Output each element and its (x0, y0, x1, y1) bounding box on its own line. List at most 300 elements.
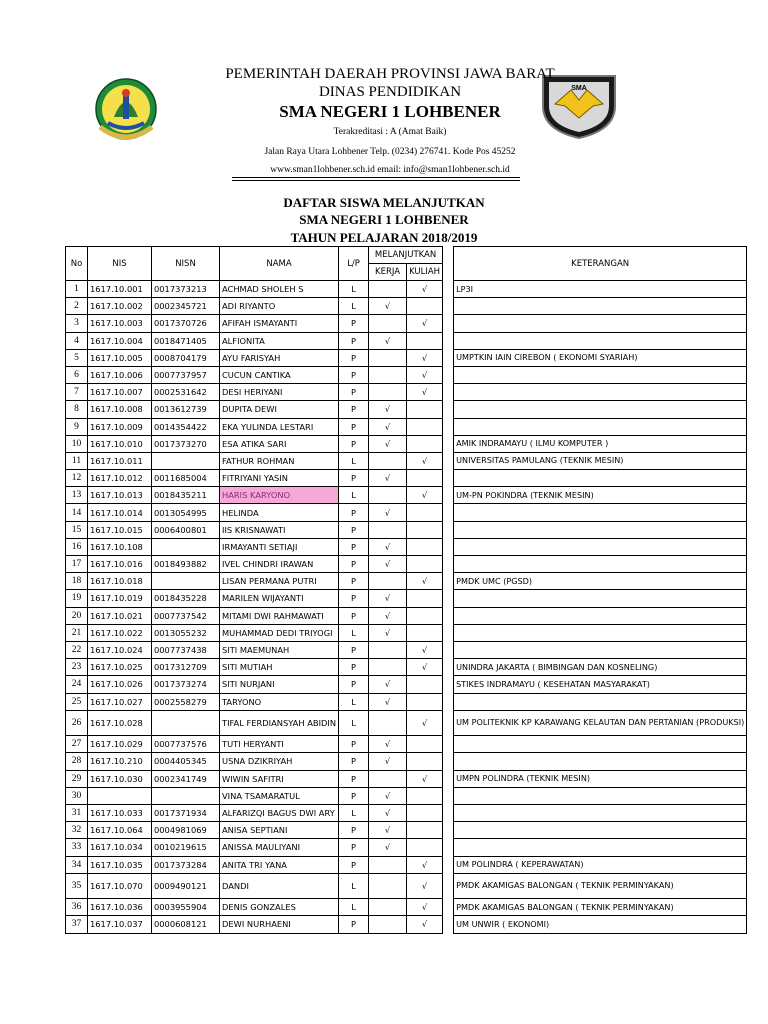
row-nama: VINA TSAMARATUL (220, 787, 339, 804)
row-lp: P (339, 521, 369, 538)
row-nis (88, 787, 152, 804)
row-nama: DESI HERIYANI (220, 384, 339, 401)
row-spacer (443, 641, 454, 658)
row-lp: P (339, 770, 369, 787)
row-nama: ANISSA MAULIYANI (220, 839, 339, 856)
table-row (66, 590, 747, 607)
row-keterangan (454, 822, 747, 839)
row-lp: P (339, 736, 369, 753)
row-nisn: 0008704179 (152, 349, 220, 366)
table-row (66, 693, 747, 710)
row-nisn (152, 573, 220, 590)
row-kuliah: √ (407, 873, 443, 899)
row-spacer (443, 916, 454, 933)
row-spacer (443, 452, 454, 469)
row-nisn: 0009490121 (152, 873, 220, 899)
row-no: 19 (66, 590, 88, 607)
row-kuliah (407, 470, 443, 487)
row-spacer (443, 693, 454, 710)
row-nisn: 0014354422 (152, 418, 220, 435)
row-keterangan: UMPN POLINDRA (TEKNIK MESIN) (454, 770, 747, 787)
row-lp: P (339, 349, 369, 366)
table-row (66, 770, 747, 787)
row-kerja: √ (369, 298, 407, 315)
row-keterangan: STIKES INDRAMAYU ( KESEHATAN MASYARAKAT) (454, 676, 747, 693)
row-kerja: √ (369, 839, 407, 856)
row-spacer (443, 521, 454, 538)
row-kerja: √ (369, 804, 407, 821)
table-row (66, 556, 747, 573)
row-kerja: √ (369, 418, 407, 435)
row-kuliah: √ (407, 384, 443, 401)
table-row (66, 641, 747, 658)
row-kerja: √ (369, 435, 407, 452)
col-header-lp: L/P (339, 247, 369, 281)
row-nama: MITAMI DWI RAHMAWATI (220, 607, 339, 624)
row-spacer (443, 384, 454, 401)
col-header-no: No (66, 247, 88, 281)
row-kuliah (407, 401, 443, 418)
row-kuliah (407, 504, 443, 521)
row-kuliah (407, 822, 443, 839)
row-kuliah (407, 624, 443, 641)
row-no: 31 (66, 804, 88, 821)
row-kerja: √ (369, 607, 407, 624)
table-row (66, 504, 747, 521)
row-kerja (369, 384, 407, 401)
row-lp: P (339, 332, 369, 349)
row-nis: 1617.10.001 (88, 281, 152, 298)
row-nama: IIS KRISNAWATI (220, 521, 339, 538)
row-spacer (443, 487, 454, 504)
row-kerja (369, 366, 407, 383)
row-kerja (369, 452, 407, 469)
row-nis: 1617.10.026 (88, 676, 152, 693)
table-row (66, 916, 747, 933)
row-nis: 1617.10.006 (88, 366, 152, 383)
row-nis: 1617.10.015 (88, 521, 152, 538)
table-row (66, 573, 747, 590)
row-keterangan (454, 590, 747, 607)
row-nama: DUPITA DEWI (220, 401, 339, 418)
row-kerja (369, 659, 407, 676)
row-spacer (443, 332, 454, 349)
table-row (66, 710, 747, 736)
row-no: 10 (66, 435, 88, 452)
row-no: 18 (66, 573, 88, 590)
row-kerja (369, 521, 407, 538)
row-lp: P (339, 538, 369, 555)
row-lp: L (339, 693, 369, 710)
row-kuliah (407, 590, 443, 607)
row-kuliah: √ (407, 770, 443, 787)
row-spacer (443, 504, 454, 521)
row-nis: 1617.10.002 (88, 298, 152, 315)
row-spacer (443, 624, 454, 641)
row-nisn: 0013054995 (152, 504, 220, 521)
row-kerja: √ (369, 590, 407, 607)
row-lp: L (339, 298, 369, 315)
table-row (66, 538, 747, 555)
row-spacer (443, 349, 454, 366)
row-lp: P (339, 753, 369, 770)
row-kuliah (407, 418, 443, 435)
row-nis: 1617.10.012 (88, 470, 152, 487)
row-no: 1 (66, 281, 88, 298)
row-nisn: 0017373284 (152, 856, 220, 873)
row-nisn: 0011685004 (152, 470, 220, 487)
west-java-emblem-icon (94, 77, 158, 143)
row-nis: 1617.10.034 (88, 839, 152, 856)
row-spacer (443, 787, 454, 804)
table-row (66, 873, 747, 899)
row-no: 12 (66, 470, 88, 487)
row-kerja: √ (369, 401, 407, 418)
row-keterangan (454, 693, 747, 710)
row-nama: DENIS GONZALES (220, 899, 339, 916)
row-kerja (369, 281, 407, 298)
row-nis: 1617.10.008 (88, 401, 152, 418)
row-nisn: 0007737576 (152, 736, 220, 753)
row-keterangan (454, 298, 747, 315)
row-spacer (443, 839, 454, 856)
header-accreditation: Terakreditasi : A (Amat Baik) (333, 127, 447, 137)
table-row (66, 676, 747, 693)
row-kerja: √ (369, 624, 407, 641)
row-keterangan (454, 753, 747, 770)
row-lp: P (339, 916, 369, 933)
row-kerja: √ (369, 676, 407, 693)
row-no: 8 (66, 401, 88, 418)
row-nama: WIWIN SAFITRI (220, 770, 339, 787)
table-row (66, 607, 747, 624)
row-kuliah (407, 298, 443, 315)
row-kuliah (407, 753, 443, 770)
row-lp: P (339, 590, 369, 607)
row-nisn (152, 710, 220, 736)
row-keterangan (454, 521, 747, 538)
row-nisn: 0018471405 (152, 332, 220, 349)
row-nisn (152, 538, 220, 555)
row-nis: 1617.10.033 (88, 804, 152, 821)
col-header-nis: NIS (88, 247, 152, 281)
row-nisn: 0013612739 (152, 401, 220, 418)
row-spacer (443, 418, 454, 435)
table-row (66, 487, 747, 504)
row-nis: 1617.10.021 (88, 607, 152, 624)
row-lp: L (339, 624, 369, 641)
row-lp: L (339, 804, 369, 821)
row-nama: AYU FARISYAH (220, 349, 339, 366)
row-no: 14 (66, 504, 88, 521)
row-spacer (443, 856, 454, 873)
row-no: 6 (66, 366, 88, 383)
table-row (66, 384, 747, 401)
row-nama: FITRIYANI YASIN (220, 470, 339, 487)
header-school-name: SMA NEGERI 1 LOHBENER (279, 102, 501, 121)
table-row (66, 315, 747, 332)
row-kuliah: √ (407, 349, 443, 366)
row-nama: FATHUR ROHMAN (220, 452, 339, 469)
row-keterangan: PMDK AKAMIGAS BALONGAN ( TEKNIK PERMINYAKAN) (454, 873, 747, 899)
row-nis: 1617.10.022 (88, 624, 152, 641)
student-table-body (66, 281, 747, 934)
row-nama: CUCUN CANTIKA (220, 366, 339, 383)
header-divider (232, 177, 520, 178)
row-spacer (443, 281, 454, 298)
row-lp: P (339, 573, 369, 590)
row-nis: 1617.10.009 (88, 418, 152, 435)
row-spacer (443, 873, 454, 899)
row-nama: HARIS KARYONO (220, 487, 339, 504)
table-row (66, 804, 747, 821)
row-keterangan (454, 804, 747, 821)
row-lp: L (339, 487, 369, 504)
row-nis: 1617.10.013 (88, 487, 152, 504)
col-header-kuliah: KULIAH (407, 264, 443, 281)
row-nisn: 0002531642 (152, 384, 220, 401)
col-header-nama: NAMA (220, 247, 339, 281)
row-spacer (443, 315, 454, 332)
row-nisn: 0018493882 (152, 556, 220, 573)
row-no: 24 (66, 676, 88, 693)
row-kuliah (407, 736, 443, 753)
row-no: 25 (66, 693, 88, 710)
row-keterangan: UNIVERSITAS PAMULANG (TEKNIK MESIN) (454, 452, 747, 469)
row-lp: P (339, 384, 369, 401)
row-keterangan: UM POLINDRA ( KEPERAWATAN) (454, 856, 747, 873)
row-kuliah: √ (407, 710, 443, 736)
row-lp: P (339, 676, 369, 693)
table-row (66, 349, 747, 366)
row-nisn: 0002558279 (152, 693, 220, 710)
row-spacer (443, 538, 454, 555)
row-kuliah: √ (407, 641, 443, 658)
row-kuliah (407, 435, 443, 452)
row-nama: TARYONO (220, 693, 339, 710)
table-row (66, 856, 747, 873)
row-spacer (443, 676, 454, 693)
row-kerja (369, 349, 407, 366)
table-row (66, 435, 747, 452)
row-lp: P (339, 856, 369, 873)
row-lp: P (339, 641, 369, 658)
row-nama: AFIFAH ISMAYANTI (220, 315, 339, 332)
row-no: 34 (66, 856, 88, 873)
table-row (66, 332, 747, 349)
row-nisn: 0017373274 (152, 676, 220, 693)
header-web-email: www.sman1lohbener.sch.id email: info@sman1lohbener.sch.id (270, 165, 510, 175)
row-spacer (443, 590, 454, 607)
row-keterangan: UM POLITEKNIK KP KARAWANG KELAUTAN DAN PERTANIAN (PRODUKSI) (454, 710, 747, 736)
row-spacer (443, 435, 454, 452)
row-kuliah: √ (407, 659, 443, 676)
col-header-melanjutkan: MELANJUTKAN (369, 247, 443, 264)
row-nis: 1617.10.037 (88, 916, 152, 933)
row-keterangan (454, 384, 747, 401)
row-keterangan (454, 401, 747, 418)
row-no: 11 (66, 452, 88, 469)
row-kuliah: √ (407, 281, 443, 298)
row-lp: P (339, 435, 369, 452)
row-keterangan: PMDK UMC (PGSD) (454, 573, 747, 590)
row-nama: ANITA TRI YANA (220, 856, 339, 873)
row-nama: ACHMAD SHOLEH S (220, 281, 339, 298)
col-header-kerja: KERJA (369, 264, 407, 281)
row-nama: DEWI NURHAENI (220, 916, 339, 933)
row-no: 22 (66, 641, 88, 658)
table-row (66, 899, 747, 916)
row-nama: SITI MAEMUNAH (220, 641, 339, 658)
row-spacer (443, 899, 454, 916)
col-header-nisn: NISN (152, 247, 220, 281)
row-lp: P (339, 315, 369, 332)
row-kerja: √ (369, 753, 407, 770)
row-lp: P (339, 504, 369, 521)
row-nisn: 0017373270 (152, 435, 220, 452)
row-kerja (369, 899, 407, 916)
row-kuliah: √ (407, 366, 443, 383)
row-nis: 1617.10.010 (88, 435, 152, 452)
row-lp: P (339, 418, 369, 435)
row-no: 9 (66, 418, 88, 435)
row-nis: 1617.10.028 (88, 710, 152, 736)
row-no: 15 (66, 521, 88, 538)
document-subtitle: SMA NEGERI 1 LOHBENER (299, 212, 469, 227)
row-nisn: 0007737438 (152, 641, 220, 658)
row-nama: MARILEN WIJAYANTI (220, 590, 339, 607)
row-kuliah (407, 521, 443, 538)
row-spacer (443, 659, 454, 676)
row-nama: SITI NURJANI (220, 676, 339, 693)
table-row (66, 659, 747, 676)
row-keterangan: UM-PN POKINDRA (TEKNIK MESIN) (454, 487, 747, 504)
row-kerja (369, 573, 407, 590)
row-kuliah: √ (407, 487, 443, 504)
row-keterangan (454, 332, 747, 349)
row-lp: L (339, 710, 369, 736)
row-spacer (443, 298, 454, 315)
row-nisn: 0010219615 (152, 839, 220, 856)
row-nisn: 0003955904 (152, 899, 220, 916)
table-row (66, 298, 747, 315)
row-no: 37 (66, 916, 88, 933)
row-nama: DANDI (220, 873, 339, 899)
row-lp: P (339, 839, 369, 856)
row-lp: L (339, 281, 369, 298)
row-nis: 1617.10.018 (88, 573, 152, 590)
row-lp: P (339, 822, 369, 839)
row-kerja: √ (369, 538, 407, 555)
row-lp: P (339, 607, 369, 624)
row-nama: IRMAYANTI SETIAJI (220, 538, 339, 555)
row-kuliah: √ (407, 899, 443, 916)
row-no: 3 (66, 315, 88, 332)
row-nama: ALFIONITA (220, 332, 339, 349)
row-nisn: 0002345721 (152, 298, 220, 315)
row-kerja (369, 873, 407, 899)
row-kerja: √ (369, 736, 407, 753)
row-kerja (369, 641, 407, 658)
row-nisn: 0018435228 (152, 590, 220, 607)
table-row (66, 822, 747, 839)
row-kuliah (407, 607, 443, 624)
row-lp: L (339, 452, 369, 469)
row-nisn (152, 452, 220, 469)
row-keterangan (454, 736, 747, 753)
header-divider-secondary (232, 180, 520, 181)
row-no: 33 (66, 839, 88, 856)
row-keterangan (454, 418, 747, 435)
badge-text: SMA (571, 85, 587, 92)
row-keterangan: UMPTKIN IAIN CIREBON ( EKONOMI SYARIAH) (454, 349, 747, 366)
row-lp: P (339, 401, 369, 418)
row-nisn: 0002341749 (152, 770, 220, 787)
row-kuliah: √ (407, 916, 443, 933)
row-no: 16 (66, 538, 88, 555)
row-kerja: √ (369, 470, 407, 487)
row-nis: 1617.10.030 (88, 770, 152, 787)
row-kuliah (407, 556, 443, 573)
row-nis: 1617.10.011 (88, 452, 152, 469)
table-row (66, 787, 747, 804)
row-keterangan (454, 641, 747, 658)
row-spacer (443, 753, 454, 770)
header-government: PEMERINTAH DAERAH PROVINSI JAWA BARAT (225, 66, 555, 82)
row-nama: LISAN PERMANA PUTRI (220, 573, 339, 590)
header-department: DINAS PENDIDIKAN (318, 84, 462, 100)
row-lp: P (339, 470, 369, 487)
row-kerja: √ (369, 504, 407, 521)
row-keterangan (454, 624, 747, 641)
row-nisn: 0006400801 (152, 521, 220, 538)
row-keterangan (454, 787, 747, 804)
document-title: DAFTAR SISWA MELANJUTKAN (283, 195, 485, 210)
row-lp: P (339, 659, 369, 676)
row-nis: 1617.10.064 (88, 822, 152, 839)
row-kerja: √ (369, 332, 407, 349)
row-spacer (443, 470, 454, 487)
row-kerja: √ (369, 693, 407, 710)
row-nisn: 0017373213 (152, 281, 220, 298)
col-header-keterangan: KETERANGAN (454, 247, 747, 281)
row-nis: 1617.10.025 (88, 659, 152, 676)
row-nama: MUHAMMAD DEDI TRIYOGI (220, 624, 339, 641)
row-no: 7 (66, 384, 88, 401)
document-year: TAHUN PELAJARAN 2018/2019 (290, 230, 478, 245)
row-keterangan (454, 556, 747, 573)
row-nis: 1617.10.029 (88, 736, 152, 753)
row-no: 28 (66, 753, 88, 770)
row-kuliah: √ (407, 452, 443, 469)
row-nis: 1617.10.035 (88, 856, 152, 873)
table-row (66, 470, 747, 487)
row-nama: HELINDA (220, 504, 339, 521)
row-kuliah (407, 332, 443, 349)
row-spacer (443, 710, 454, 736)
row-nis: 1617.10.027 (88, 693, 152, 710)
row-nis: 1617.10.007 (88, 384, 152, 401)
table-row (66, 366, 747, 383)
row-nama: ANISA SEPTIANI (220, 822, 339, 839)
header-address: Jalan Raya Utara Lohbener Telp. (0234) 276741. Kode Pos 45252 (264, 147, 516, 157)
row-spacer (443, 607, 454, 624)
row-no: 17 (66, 556, 88, 573)
row-no: 2 (66, 298, 88, 315)
row-keterangan (454, 366, 747, 383)
row-keterangan (454, 839, 747, 856)
table-row (66, 281, 747, 298)
